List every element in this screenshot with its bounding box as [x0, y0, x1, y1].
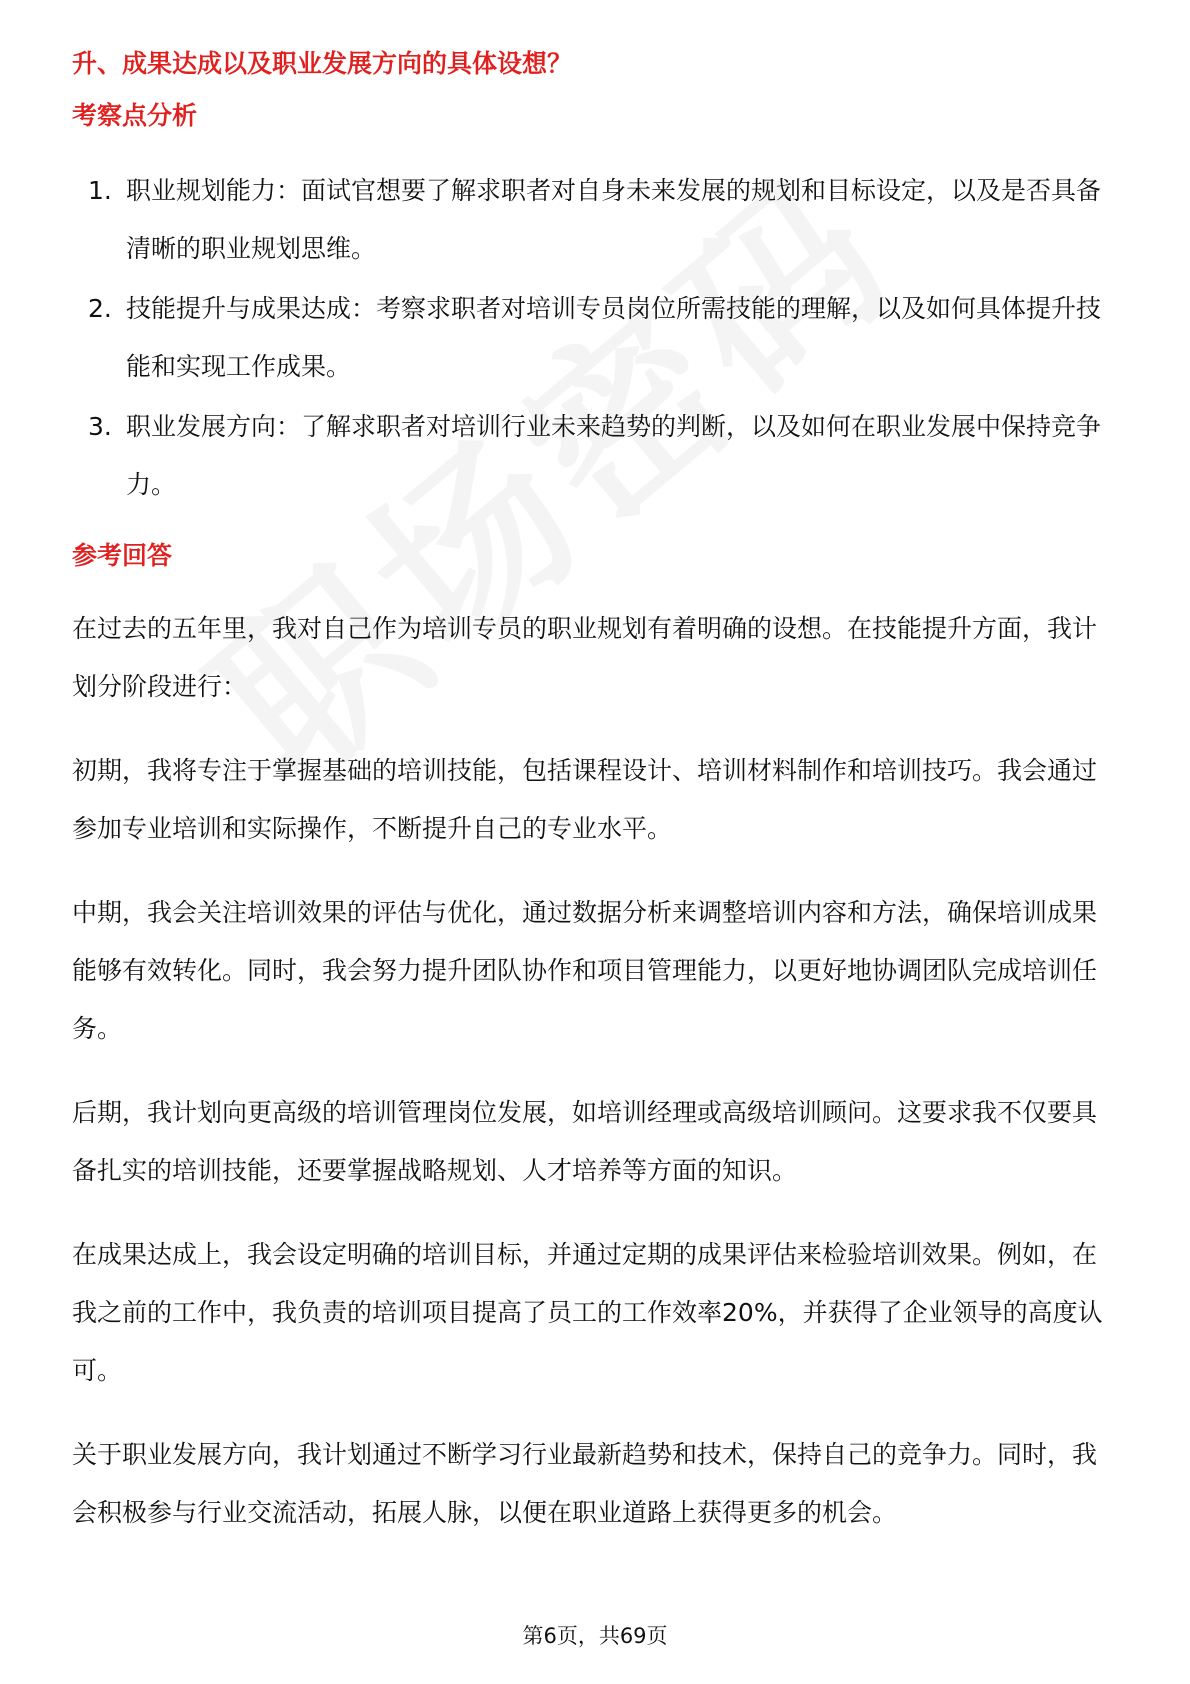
analysis-item	[72, 398, 1120, 514]
answer-paragraph: 在成果达成上，我会设定明确的培训目标，并通过定期的成果评估来检验培训效果。例如，在我之前的工作中，我负责的培训项目提高了员工的工作效率20%，并获得了企业领导的高度认可。	[72, 1240, 1103, 1385]
answer-heading: 参考回答	[72, 541, 173, 570]
analysis-item-text: 职业规划能力：面试官想要了解求职者对自身未来发展的规划和目标设定，以及是否具备清晰的职业规划思维。	[126, 176, 1102, 263]
analysis-item-text: 职业发展方向：了解求职者对培训行业未来趋势的判断，以及如何在职业发展中保持竞争力。	[126, 412, 1102, 499]
analysis-item-number: 3.	[88, 412, 112, 441]
answer-paragraph: 初期，我将专注于掌握基础的培训技能，包括课程设计、培训材料制作和培训技巧。我会通过参加专业培训和实际操作，不断提升自己的专业水平。	[72, 756, 1098, 843]
answer-paragraph: 中期，我会关注培训效果的评估与优化，通过数据分析来调整培训内容和方法，确保培训成果能够有效转化。同时，我会努力提升团队协作和项目管理能力，以更好地协调团队完成培训任务。	[72, 898, 1098, 1043]
analysis-item	[72, 280, 1120, 396]
analysis-item-number: 2.	[88, 294, 112, 323]
analysis-item-text: 技能提升与成果达成：考察求职者对培训专员岗位所需技能的理解，以及如何具体提升技能和实现工作成果。	[126, 294, 1102, 381]
answer-paragraph: 后期，我计划向更高级的培训管理岗位发展，如培训经理或高级培训顾问。这要求我不仅要具备扎实的培训技能，还要掌握战略规划、人才培养等方面的知识。	[72, 1098, 1098, 1185]
analysis-item	[72, 162, 1120, 278]
analysis-list	[72, 162, 1120, 514]
analysis-heading: 考察点分析	[72, 101, 198, 130]
page-number: 第6页，共69页	[522, 1624, 668, 1648]
answer-paragraph: 关于职业发展方向，我计划通过不断学习行业最新趋势和技术，保持自己的竞争力。同时，我会积极参与行业交流活动，拓展人脉，以便在职业道路上获得更多的机会。	[72, 1440, 1098, 1527]
answer-paragraph: 在过去的五年里，我对自己作为培训专员的职业规划有着明确的设想。在技能提升方面，我计划分阶段进行：	[72, 614, 1098, 701]
content-area	[72, 44, 1120, 1568]
question-title-tail: 升、成果达成以及职业发展方向的具体设想？	[72, 49, 573, 78]
analysis-item-number: 1.	[88, 176, 112, 205]
